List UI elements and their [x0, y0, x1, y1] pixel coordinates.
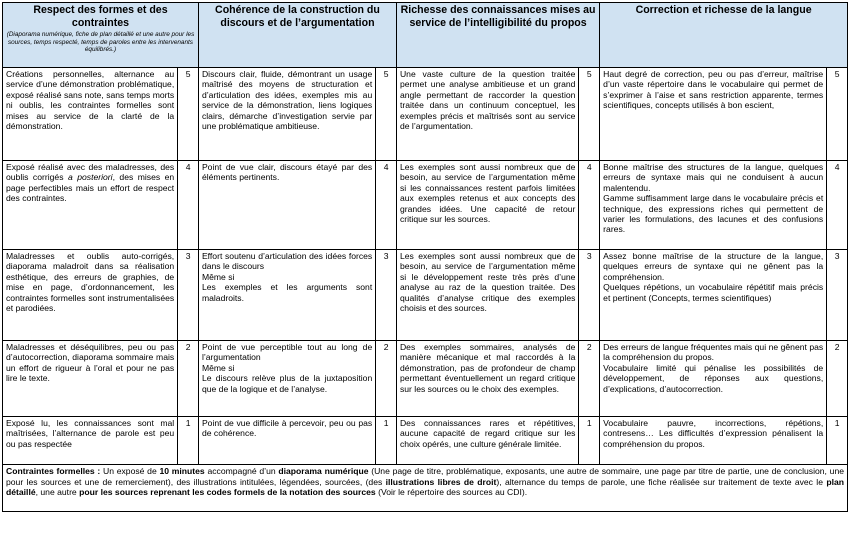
score-coherence-level-1: 1	[376, 417, 397, 465]
text-segment: , des mises en page perfectibles mais un effort de respect des contraintes.	[6, 172, 175, 204]
criterion-forms-level-3: Maladresses et oublis auto-corrigés, diaporama maladroit dans sa réalisation esthétique, des erreurs de graphies, de mise en page, d’ordonnancement, les contraintes formelles sont instrumentalisées et parodiées.	[3, 250, 178, 341]
text-paragraph: Même si	[201, 362, 235, 373]
table-row	[3, 341, 848, 417]
header-knowledge-title: Richesse des connaissances mises au service de l’intelligibilité du propos	[400, 4, 596, 29]
text-paragraph: Même si	[201, 271, 235, 282]
header-language-title: Correction et richesse de la langue	[635, 4, 812, 16]
header-forms-constraints	[3, 3, 199, 68]
score-language-level-4: 4	[827, 161, 848, 250]
score-language-level-2: 2	[827, 341, 848, 417]
criterion-coherence-level-2	[198, 341, 375, 417]
header-forms-constraints-subtitle: (Diaporama numérique, fiche de plan détaillé et une autre pour les sources, temps respecté, temps de paroles entre les intervenants équilibrés.)	[6, 31, 195, 54]
header-coherence-title: Cohérence de la construction du discours et de l’argumentation	[215, 4, 380, 29]
text-segment: accompagné d’un	[204, 466, 279, 476]
table-row	[3, 250, 848, 341]
text-segment-bold: 10 minutes	[159, 466, 205, 476]
criterion-coherence-level-1: Point de vue difficile à percevoir, peu ou pas de cohérence.	[198, 417, 375, 465]
criterion-knowledge-level-4: Les exemples sont aussi nombreux que de besoin, au service de l’argumentation même si les connaissances restent parfois limitées aux exemples retenus et aux concepts des grandes idées. Une capacité de retour critique sur les sources.	[396, 161, 578, 250]
text-paragraph: Gamme suffisamment large dans le vocabulaire précis et technique, des expressions riches qui permettent de varier les formulations, des lacunes et des confusions rares.	[603, 193, 824, 235]
score-knowledge-level-5: 5	[579, 68, 600, 161]
text-paragraph: Assez bonne maîtrise de la structure de la langue, quelques erreurs de syntaxe qui ne gênent pas la compréhension.	[603, 251, 824, 282]
footer-row	[3, 465, 848, 512]
evaluation-rubric-table	[2, 2, 848, 512]
score-forms-level-1: 1	[178, 417, 199, 465]
text-segment: , une autre	[35, 487, 80, 498]
text-paragraph: Quelques répétions, un vocabulaire répétitif mais précis et pertinent (Concepts, termes scientifiques)	[603, 282, 824, 303]
text-segment-bold: illustrations libres de droit	[385, 476, 497, 487]
score-coherence-level-3: 3	[376, 250, 397, 341]
score-language-level-1: 1	[827, 417, 848, 465]
criterion-forms-level-1: Exposé lu, les connaissances sont mal maîtrisées, l’alternance de parole est peu ou pas respectée	[3, 417, 178, 465]
criterion-language-level-5: Haut degré de correction, peu ou pas d’erreur, maîtrise d’un vaste répertoire dans le vocabulaire qui permet de s’exprimer à l’aise et sans restriction apparente, termes scientifiques, concepts utilisés à bon escient,	[600, 68, 827, 161]
score-forms-level-4: 4	[178, 161, 199, 250]
header-language	[600, 3, 848, 68]
text-segment-bold: diaporama numérique	[278, 466, 369, 476]
header-coherence	[198, 3, 396, 68]
text-paragraph: Le discours relève plus de la juxtaposition que de la logique et de l’analyse.	[201, 373, 373, 394]
criterion-forms-level-5: Créations personnelles, alternance au service d’une démonstration problématique, exposé réalisé sans note, sans temps morts ni oublis, les contraintes formelles sont mises au service de la clarté de la démonstration.	[3, 68, 178, 161]
score-language-level-5: 5	[827, 68, 848, 161]
score-coherence-level-2: 2	[376, 341, 397, 417]
text-paragraph: Des erreurs de langue fréquentes mais qui ne gênent pas la compréhension du propos.	[603, 342, 824, 363]
score-coherence-level-4: 4	[376, 161, 397, 250]
criterion-language-level-3	[600, 250, 827, 341]
text-paragraph: Vocabulaire limité qui pénalise les possibilités de développement, de réponses aux questions, d’explications, d’autocorrection.	[603, 362, 824, 394]
text-segment-italic: a posteriori	[67, 172, 113, 183]
criterion-forms-level-4	[3, 161, 178, 250]
criterion-knowledge-level-3: Les exemples sont aussi nombreux que de besoin, au service de l’argumentation même si le développement reste très près d’une analyse au raz de la question traitée. Des qualités d’analyse critique des exemples choisis et des sources.	[396, 250, 578, 341]
text-segment-bold: plan détaillé	[6, 476, 844, 498]
text-segment: ), alternance du temps de parole, une fiche réalisée sur traitement de texte avec le	[496, 476, 827, 487]
header-forms-constraints-title: Respect des formes et des contraintes	[33, 4, 168, 29]
score-knowledge-level-4: 4	[579, 161, 600, 250]
text-segment: (Une page de titre, problématique, exposants, une autre de sommaire, une page par titre de partie, une de conclusion, une pour les sources et une de remerciement), des illustrations intitulées, légendées, sourcées, (des	[6, 466, 844, 487]
evaluation-rubric-page	[2, 2, 848, 512]
criterion-coherence-level-3	[198, 250, 375, 341]
criterion-language-level-2	[600, 341, 827, 417]
table-row	[3, 161, 848, 250]
criterion-coherence-level-4: Point de vue clair, discours étayé par des éléments pertinents.	[198, 161, 375, 250]
score-knowledge-level-2: 2	[579, 341, 600, 417]
score-language-level-3: 3	[827, 250, 848, 341]
text-segment: (Voir le répertoire des sources au CDI).	[375, 487, 528, 498]
criterion-language-level-1: Vocabulaire pauvre, incorrections, répétions, contresens… Les difficultés d’expression pénalisent la compréhension du propos.	[600, 417, 827, 465]
header-row	[3, 3, 848, 68]
text-paragraph: Bonne maîtrise des structures de la langue, quelques erreurs de syntaxe mais qui ne conduisent à aucun malentendu.	[603, 162, 824, 193]
criterion-knowledge-level-2: Des exemples sommaires, analysés de manière mécanique et mal raccordés à la démonstration, pas de profondeur de champ permettant éventuellement un regard critique sur les sources ou le choix des exemples.	[396, 341, 578, 417]
score-forms-level-2: 2	[178, 341, 199, 417]
criterion-language-level-4	[600, 161, 827, 250]
formal-constraints-label: Contraintes formelles :	[6, 466, 101, 476]
text-paragraph: Les exemples et les arguments sont maladroits.	[201, 282, 373, 303]
text-segment: Un exposé de	[100, 466, 160, 476]
score-coherence-level-5: 5	[376, 68, 397, 161]
criterion-knowledge-level-5: Une vaste culture de la question traitée permet une analyse ambitieuse et un grand angle permettant de raccorder la question traitée dans un continuum conceptuel, les exemples précis et maîtrisés sont au service de l’argumentation.	[396, 68, 578, 161]
score-knowledge-level-3: 3	[579, 250, 600, 341]
criterion-forms-level-2: Maladresses et déséquilibres, peu ou pas d’autocorrection, diaporama sommaire mais un effort de rigueur à l’oral et pour ne pas lire le texte.	[3, 341, 178, 417]
score-knowledge-level-1: 1	[579, 417, 600, 465]
table-row	[3, 417, 848, 465]
criterion-coherence-level-5: Discours clair, fluide, démontrant un usage maîtrisé des moyens de structuration et d’articulation des idées, exemples mis au service de la démonstration, liens logiques clairs, démarche d’investigation servie par une problématique ambitieuse.	[198, 68, 375, 161]
score-forms-level-5: 5	[178, 68, 199, 161]
text-paragraph: Point de vue perceptible tout au long de l’argumentation	[201, 342, 373, 363]
text-segment-bold: pour les sources reprenant les codes formels de la notation des sources	[79, 487, 376, 498]
formal-constraints-note	[3, 465, 848, 512]
criterion-knowledge-level-1: Des connaissances rares et répétitives, aucune capacité de regard critique sur les choix opérés, une culture générale limitée.	[396, 417, 578, 465]
text-segment: Exposé réalisé avec des maladresses, des oublis corrigés	[6, 162, 175, 183]
score-forms-level-3: 3	[178, 250, 199, 341]
table-row	[3, 68, 848, 161]
header-knowledge	[396, 3, 599, 68]
text-paragraph: Effort soutenu d’articulation des idées forces dans le discours	[201, 251, 373, 272]
